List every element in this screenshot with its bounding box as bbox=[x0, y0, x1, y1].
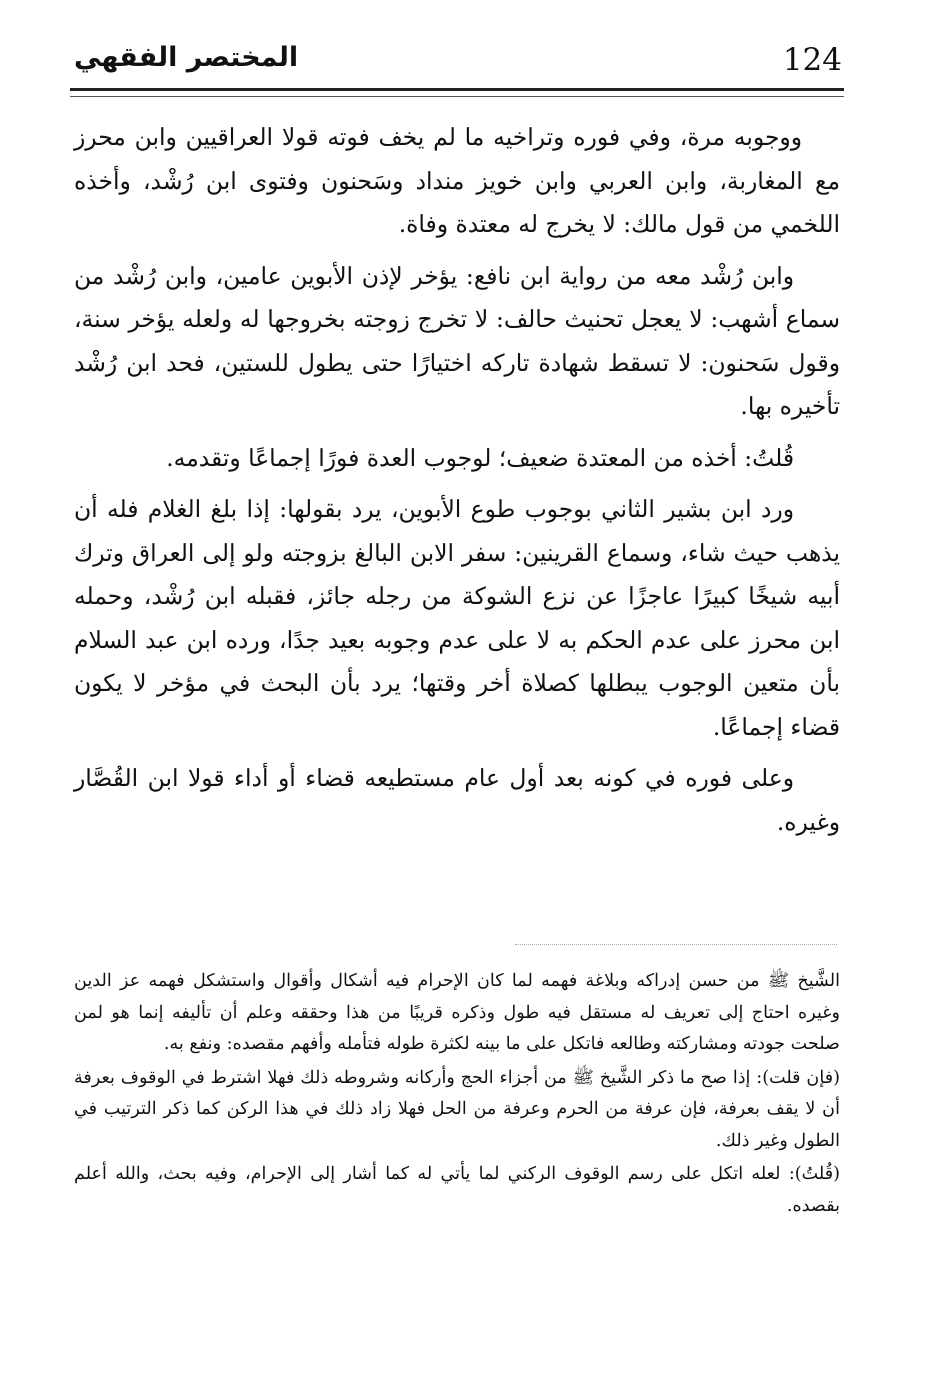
main-text bbox=[74, 116, 840, 852]
page-number: 124 bbox=[782, 42, 842, 78]
footnote: (فإن قلت): إذا صح ما ذكر الشَّيخ ﷺ من أجزاء الحج وأركانه وشروطه ذلك فهلا اشترط في الوقوف بعرفة أن لا يقف بعرفة، فإن عرفة من الحرم وعرفة من الحل فهلا زاد ذلك في هذا الركن كما ذكر الترتيب في الطول وغير ذلك. bbox=[74, 1067, 840, 1151]
paragraph: وعلى فوره في كونه بعد أول عام مستطيعه قضاء أو أداء قولا ابن القُصَّار وغيره. bbox=[74, 764, 840, 836]
paragraph: وابن رُشْد معه من رواية ابن نافع: يؤخر لإذن الأبوين عامين، وابن رُشْد من سماع أشهب: لا يعجل تحنيث حالف: لا تخرج زوجته بخروجها له ولعله يؤخر سنة، وقول سَحنون: لا تسقط شهادة تاركه اختيارًا حتى يطول للستين، فحد ابن رُشْد تأخيره بها. bbox=[74, 261, 840, 420]
footnote: (قُلتُ): لعله اتكل على رسم الوقوف الركني لما يأتي له كما أشار إلى الإحرام، وفيه بحث، والله أعلم بقصده. bbox=[74, 1164, 840, 1216]
book-title: المختصر الفقهي bbox=[74, 42, 299, 73]
paragraph: ورد ابن بشير الثاني بوجوب طوع الأبوين، يرد بقولها: إذا بلغ الغلام فله أن يذهب حيث شاء، وسماع القرينين: سفر الابن البالغ بزوجته ولو إلى العراق وترك أبيه شيخًا كبيرًا عاجزًا عن نزع الشوكة من رجله جائز، فقبله ابن رُشْد، وحمله ابن محرز على عدم الحكم به لا على عدم وجوبه بعيد جدًا، ورده ابن عبد السلام بأن متعين الوجوب يبطلها كصلاة أخر وقتها؛ يرد بأن البحث في مؤخر لا يكون قضاء إجماعًا. bbox=[74, 495, 840, 741]
page-header bbox=[70, 40, 844, 86]
header-rule bbox=[70, 88, 844, 97]
footnotes bbox=[74, 966, 840, 1224]
paragraph: قُلتُ: أخذه من المعتدة ضعيف؛ لوجوب العدة فورًا إجماعًا وتقدمه. bbox=[166, 443, 794, 472]
footnote: الشَّيخ ﷺ من حسن إدراكه وبلاغة فهمه لما كان الإحرام فيه أشكال وأقوال واستشكل فهمه عز الدين وغيره احتاج إلى تعريف له مستقل فيه طول وذكره قريبًا من هذا وحققه وعلم أن تأليفه إنما هو لمن صلحت جودته ومشاركته وطالعه فاتكل على ما بينه لكثرة طوله فتأمله وأفهم مقصده: ونفع به. bbox=[74, 971, 840, 1054]
footnote-separator bbox=[515, 944, 837, 945]
paragraph: ووجوبه مرة، وفي فوره وتراخيه ما لم يخف فوته قولا العراقيين وابن محرز مع المغاربة، وابن العربي وابن خويز منداد وسَحنون وفتوى ابن رُشْد، وأخذه اللخمي من قول مالك: لا يخرج له معتدة وفاة. bbox=[74, 123, 840, 238]
